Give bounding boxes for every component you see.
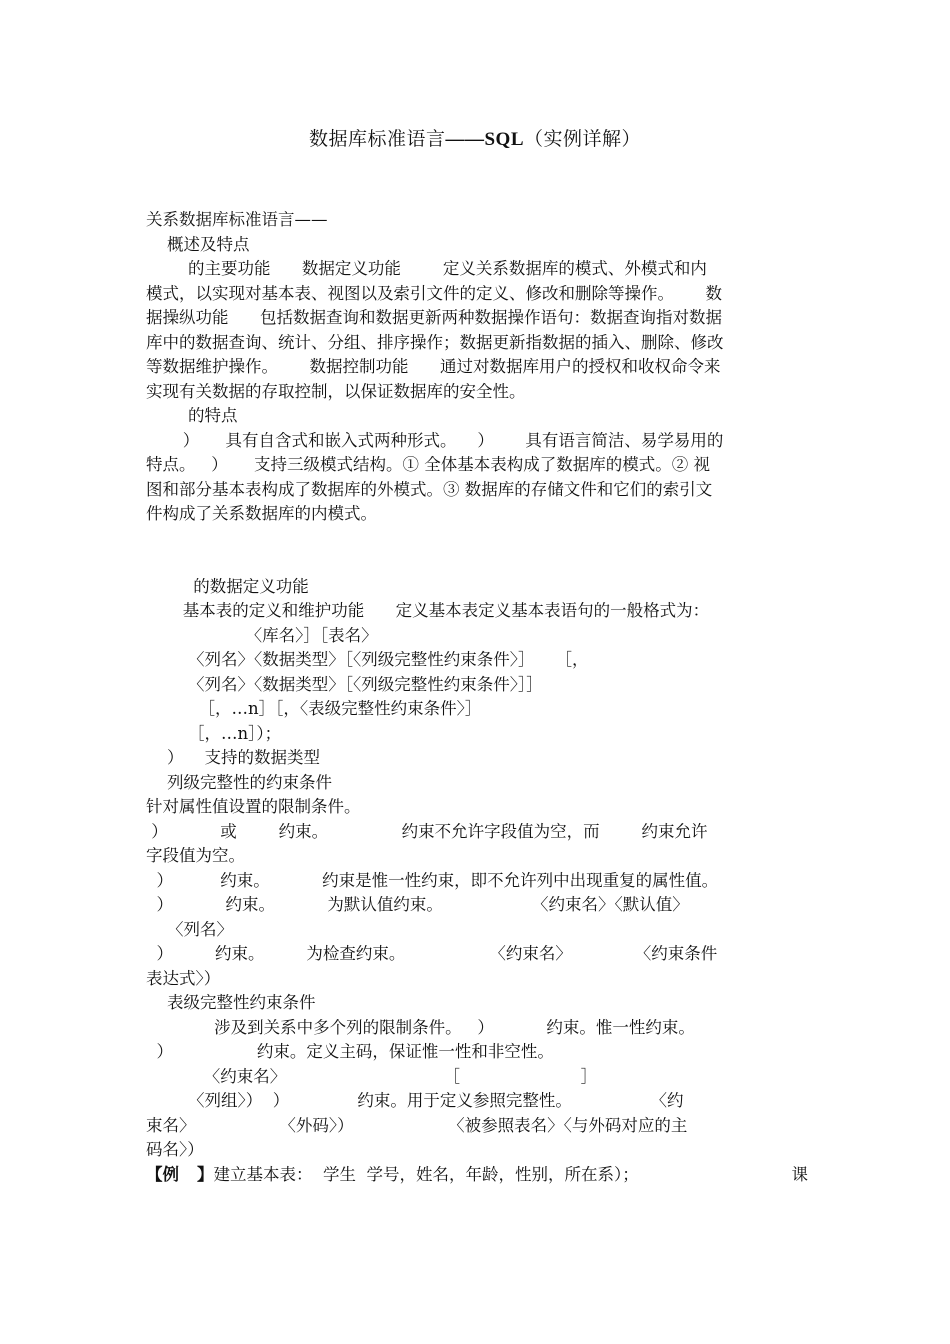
text-line: 码名〉） (146, 1140, 204, 1159)
text-line: 〈列名〉〈数据类型〉［〈列级完整性约束条件〉］］ (146, 674, 543, 694)
text-line: 图和部分基本表构成了数据库的外模式。③ 数据库的存储文件和它们的索引文 (146, 479, 713, 499)
example-open: 【例 (146, 1164, 179, 1184)
text-line: ［，…n］）； (146, 723, 282, 743)
document-body (146, 208, 808, 1187)
text-line: 基本表的定义和维护功能 定义基本表定义基本表语句的一般格式为： (146, 601, 710, 620)
example-close: 】 (197, 1164, 214, 1184)
text-line: 列级完整性的约束条件 (146, 772, 332, 792)
text-line: 件构成了关系数据库的内模式。 (146, 504, 377, 523)
text-line: 束名〉 〈外码〉） 〈被参照表名〉〈与外码对应的主 (146, 1115, 688, 1135)
text-line: 特点。 ） 支持三级模式结构。① 全体基本表构成了数据库的模式。② 视 (146, 455, 710, 474)
text-line: ［，…n］［，〈表级完整性约束条件〉］ (146, 699, 482, 718)
text-line: 〈列名〉〈数据类型〉［〈列级完整性约束条件〉］ ［， (146, 650, 589, 669)
text-line: ） 具有自含式和嵌入式两种形式。 ） 具有语言简洁、易学易用的 (146, 430, 724, 450)
text-line: ） 约束。定义主码，保证惟一性和非空性。 (146, 1042, 554, 1061)
text-line: 概述及特点 (146, 234, 250, 254)
text-line: 〈约束名〉 ［ ］ (146, 1066, 598, 1086)
text-line: 模式，以实现对基本表、视图以及索引文件的定义、修改和删除等操作。 数 (146, 283, 722, 303)
text-line: 〈库名〉］［表名〉 (146, 625, 378, 645)
text-line: 据操纵功能 包括数据查询和数据更新两种数据操作语句：数据查询指对数据 (146, 308, 722, 327)
text-line: 库中的数据查询、统计、分组、排序操作；数据更新指数据的插入、删除、修改 (146, 332, 724, 352)
title-sub: （实例详解） (524, 128, 642, 150)
section-gap (146, 527, 808, 575)
text-line: 关系数据库标准语言—— (146, 210, 328, 229)
title-main: 数据库标准语言 (308, 128, 446, 150)
text-line: 表级完整性约束条件 (146, 993, 316, 1012)
text-line: 等数据维护操作。 数据控制功能 通过对数据库用户的授权和收权命令来 (146, 357, 721, 376)
text-line: 〈列组〉） ） 约束。用于定义参照完整性。 〈约 (146, 1091, 684, 1110)
text-line: 的主要功能 数据定义功能 定义关系数据库的模式、外模式和内 (146, 259, 707, 278)
text-line: ） 或 约束。 约束不允许字段值为空，而 约束允许 (146, 821, 708, 841)
text-line: 的数据定义功能 (146, 576, 309, 596)
text-line: 针对属性值设置的限制条件。 (146, 797, 361, 816)
text-line: 的特点 (146, 406, 238, 425)
text-line: 表达式〉） (146, 968, 221, 988)
example-text: 建立基本表： 学生 学号，姓名，年龄，性别，所在系）； (213, 1164, 639, 1184)
text-line: ） 约束。 约束是惟一性约束，即不允许列中出现重复的属性值。 (146, 870, 719, 890)
document-title (0, 124, 950, 151)
text-line: ） 约束。 为默认值约束。 〈约束名〉〈默认值〉 (146, 895, 689, 914)
text-line: 〈列名〉 (146, 919, 233, 939)
title-dash: —— (445, 129, 485, 150)
title-sql: SQL (484, 129, 525, 150)
text-line: 实现有关数据的存取控制，以保证数据库的安全性。 (146, 381, 526, 401)
text-line: 字段值为空。 (146, 846, 245, 865)
example-tail: 课 (791, 1164, 808, 1184)
example-line (146, 1163, 808, 1188)
text-line: ） 约束。 为检查约束。 〈约束名〉 〈约束条件 (146, 944, 718, 963)
text-line: 涉及到关系中多个列的限制条件。 ） 约束。惟一性约束。 (146, 1017, 695, 1037)
text-line: ） 支持的数据类型 (146, 748, 320, 767)
